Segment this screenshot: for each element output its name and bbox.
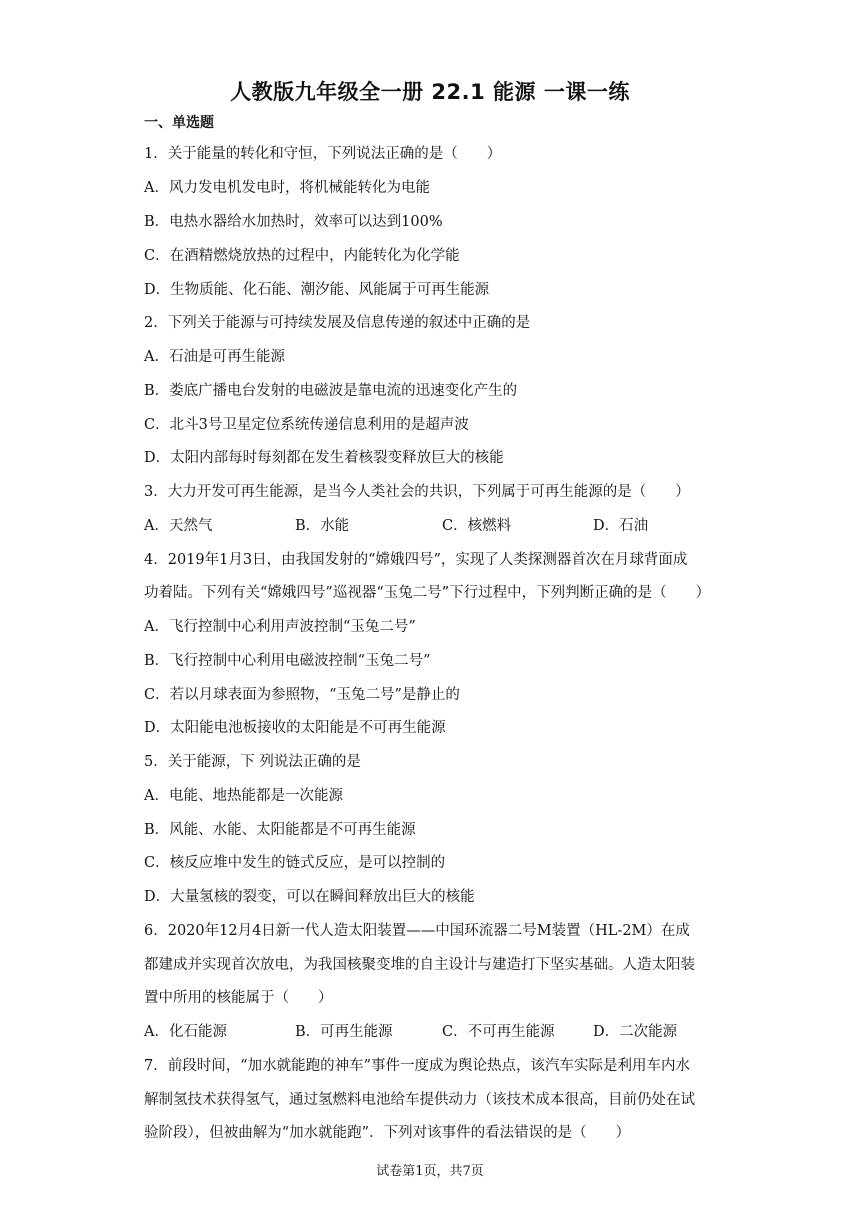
- question-2-option-b: B．娄底广播电台发射的电磁波是靠电流的迅速变化产生的: [144, 383, 518, 399]
- question-7-stem-line-1: 7．前段时间，“加水就能跑的神车”事件一度成为舆论热点，该汽车实际是利用车内水: [144, 1058, 691, 1074]
- question-5-option-d: D．大量氢核的裂变，可以在瞬间释放出巨大的核能: [144, 889, 475, 905]
- question-6-stem-line-3: 置中所用的核能属于（ ）: [144, 990, 333, 1006]
- question-6-stem-line-2: 都建成并实现首次放电，为我国核聚变堆的自主设计与建造打下坚实基础。人造太阳装: [144, 957, 695, 973]
- question-2-option-c: C．北斗3号卫星定位系统传递信息利用的是超声波: [144, 417, 469, 433]
- question-6-option-c: C．不可再生能源: [442, 1024, 555, 1040]
- question-4-option-d: D．太阳能电池板接收的太阳能是不可再生能源: [144, 720, 446, 736]
- question-3-option-d: D．石油: [593, 518, 649, 534]
- question-4-option-c: C．若以月球表面为参照物，“玉兔二号”是静止的: [144, 687, 460, 703]
- question-6-option-a: A．化石能源: [144, 1024, 227, 1040]
- question-3-option-b: B．水能: [295, 518, 350, 534]
- question-5-stem: 5．关于能源，下 列说法正确的是: [144, 754, 361, 770]
- question-7-stem-line-3: 验阶段），但被曲解为“加水就能跑”．下列对该事件的看法错误的是（ ）: [144, 1125, 631, 1141]
- page-footer: 试卷第1页，共7页: [376, 1164, 484, 1179]
- question-7-stem-line-2: 解制氢技术获得氢气，通过氢燃料电池给车提供动力（该技术成本很高，目前仍处在试: [144, 1092, 695, 1108]
- question-3-option-c: C．核燃料: [442, 518, 512, 534]
- question-2-option-a: A．石油是可再生能源: [144, 349, 285, 365]
- question-6-stem-line-1: 6．2020年12月4日新一代人造太阳装置——中国环流器二号M装置（HL-2M）在成: [144, 923, 690, 939]
- page-title: 人教版九年级全一册 22.1 能源 一课一练: [230, 80, 630, 104]
- question-3-option-a: A．天然气: [144, 518, 213, 534]
- question-1-option-b: B．电热水器给水加热时，效率可以达到100%: [144, 214, 443, 230]
- question-1-option-c: C．在酒精燃烧放热的过程中，内能转化为化学能: [144, 248, 460, 264]
- question-5-option-a: A．电能、地热能都是一次能源: [144, 788, 343, 804]
- question-2-option-d: D．太阳内部每时每刻都在发生着核裂变释放巨大的核能: [144, 450, 504, 466]
- question-1-stem: 1．关于能量的转化和守恒，下列说法正确的是（ ）: [144, 146, 502, 162]
- question-4-stem-line-1: 4．2019年1月3日，由我国发射的“嫦娥四号”，实现了人类探测器首次在月球背面成: [144, 552, 688, 568]
- question-6-option-d: D．二次能源: [593, 1024, 678, 1040]
- question-4-option-a: A．飞行控制中心利用声波控制“玉兔二号”: [144, 619, 416, 635]
- question-6-option-b: B．可再生能源: [295, 1024, 393, 1040]
- question-3-stem: 3．大力开发可再生能源，是当今人类社会的共识，下列属于可再生能源的是（ ）: [144, 484, 690, 500]
- question-1-option-d: D．生物质能、化石能、潮汐能、风能属于可再生能源: [144, 282, 490, 298]
- question-2-stem: 2．下列关于能源与可持续发展及信息传递的叙述中正确的是: [144, 315, 531, 331]
- question-5-option-b: B．风能、水能、太阳能都是不可再生能源: [144, 822, 416, 838]
- question-4-stem-line-2: 功着陆。下列有关“嫦娥四号”巡视器“玉兔二号”下行过程中，下列判断正确的是（ ）: [144, 585, 711, 601]
- question-4-option-b: B．飞行控制中心利用电磁波控制“玉兔二号”: [144, 653, 431, 669]
- question-5-option-c: C．核反应堆中发生的链式反应，是可以控制的: [144, 855, 446, 871]
- question-1-option-a: A．风力发电机发电时，将机械能转化为电能: [144, 180, 430, 196]
- section-heading: 一、单选题: [144, 115, 214, 131]
